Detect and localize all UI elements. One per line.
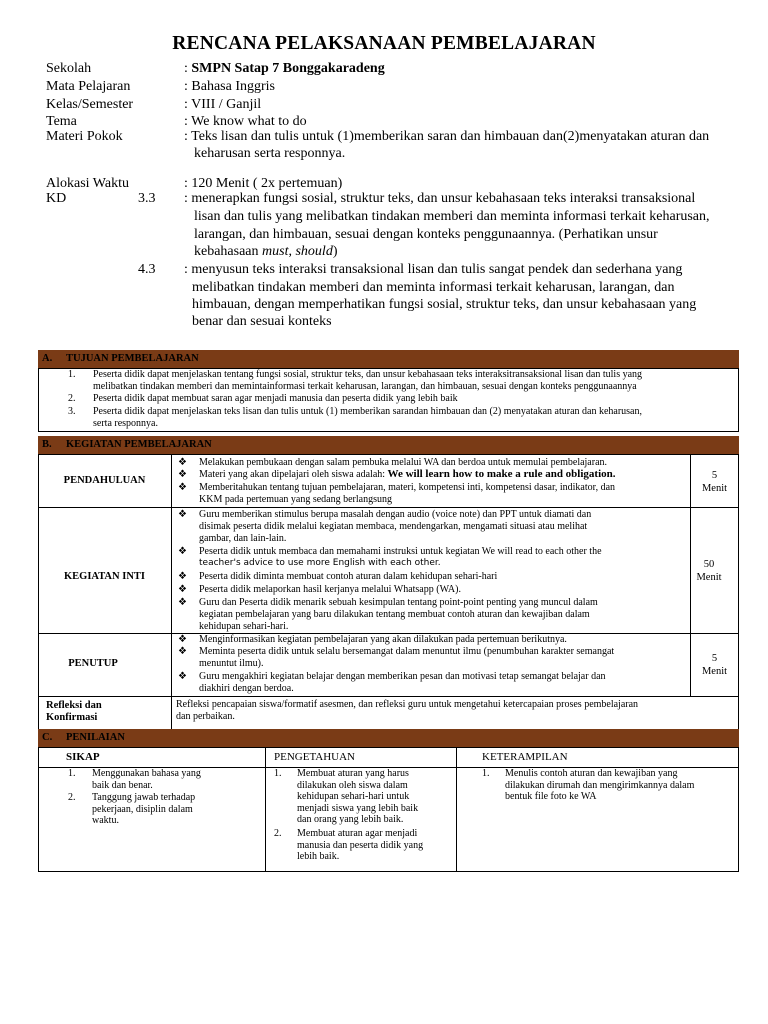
meta-alokasi-key: Alokasi Waktu (46, 176, 129, 191)
inti-b1-line-3: gambar, dan lain-lain. (199, 533, 287, 544)
penutup-duration-value: 5 (711, 653, 718, 664)
kd1-line-4 (194, 243, 338, 261)
meta-sekolah-value: SMPN Satap 7 Bonggakaradeng (191, 61, 385, 76)
pengetahuan-1-line-5: dan orang yang lebih baik. (297, 814, 404, 825)
inti-b4: Peserta didik melaporkan hasil kerjanya melalui Whatsapp (WA). (199, 584, 461, 595)
section-a-letter: A. (42, 353, 53, 364)
diamond-bullet-icon: ❖ (178, 634, 187, 645)
inti-duration-value: 50 (703, 559, 715, 570)
section-c-band (38, 729, 739, 747)
inti-b2-line-2: teacher's advice to use more English with each other. (199, 558, 441, 568)
penutup-label: PENUTUP (68, 658, 118, 669)
diamond-bullet-icon: ❖ (178, 469, 187, 480)
kd2-line-1: : menyusun teks interaksi transaksional lisan dan tulis sangat pendek dan sederhana yang (184, 262, 683, 277)
keterampilan-1-line-2: dilakukan dirumah dan mengirimkannya dalam (505, 779, 695, 791)
pengetahuan-1-line-1: Membuat aturan yang harus (297, 768, 409, 779)
section-b-band (38, 436, 739, 454)
pendahuluan-b1: Melakukan pembukaan dengan salam pembuka melalui WA dan berdoa untuk memulai pembelajaran. (199, 457, 608, 468)
pendahuluan-duration-unit: Menit (701, 483, 728, 494)
diamond-bullet-icon: ❖ (178, 584, 187, 595)
kd1-line-1: : menerapkan fungsi sosial, struktur teks, dan unsur kebahasaan teks interaksi transaksional (184, 191, 696, 206)
meta-materi-value-1: : Teks lisan dan tulis untuk (1)memberikan saran dan himbauan dan(2)menyatakan aturan dan (184, 129, 710, 144)
sikap-2-num: 2. (68, 792, 76, 803)
tujuan-3-num: 3. (68, 406, 76, 417)
inti-duration (690, 558, 728, 584)
sikap-1-line-2: baik dan benar. (92, 779, 153, 791)
kd2-line-4: benar dan sesuai konteks (192, 314, 332, 329)
penilaian-divider-2 (456, 747, 457, 872)
kd2-line-2: melibatkan tindakan memberi dan meminta informasi terkait keharusan, larangan, dan (192, 280, 675, 295)
inti-b5-line-2: kegiatan pembelajaran yang baru dilakukan tentang membuat contoh aturan dan kewajiban dalam (199, 609, 590, 620)
meta-kelas-value: : VIII / Ganjil (184, 97, 262, 112)
keterampilan-1-line-1: Menulis contoh aturan dan kewajiban yang (505, 768, 678, 779)
kd2-num: 4.3 (138, 262, 156, 277)
pengetahuan-2-line-3: lebih baik. (297, 851, 340, 862)
meta-materi-key: Materi Pokok (46, 129, 123, 144)
tujuan-1-num: 1. (68, 369, 76, 380)
penilaian-divider-1 (265, 747, 266, 872)
kd1-line-3: larangan, dan himbauan, sesuai dengan konteks penggunaannya. (Perhatikan unsur (194, 227, 658, 242)
penutup-b3-line-1: Guru mengakhiri kegiatan belajar dengan memberikan pesan dan motivasi tetap semangat belajar dan (199, 671, 606, 682)
meta-sekolah-prefix: : (184, 61, 192, 76)
refleksi-line-1: Refleksi pencapaian siswa/formatif asesmen, dan refleksi guru untuk mengetahui ketercapaian proses pembelajaran (176, 699, 639, 710)
pendahuluan-b2-pre: Materi yang akan dipelajari oleh siswa adalah: (199, 469, 388, 480)
col-pengetahuan-header: PENGETAHUAN (274, 751, 356, 763)
pengetahuan-2-num: 2. (274, 828, 282, 839)
kegiatan-divider-1 (171, 454, 172, 730)
meta-kelas-key: Kelas/Semester (46, 97, 134, 112)
pendahuluan-b2 (199, 469, 616, 481)
pengetahuan-1-line-3: kehidupan sehari-hari untuk (297, 791, 410, 802)
kegiatan-rowline-3 (38, 696, 739, 697)
col-keterampilan-header: KETERAMPILAN (482, 751, 568, 763)
kd1-sep: , (288, 244, 296, 259)
tujuan-3-line-1: Peserta didik dapat menjelaskan teks lisan dan tulis untuk (1) memberikan sarandan himbauan dan (2) menyatakan aturan dan keharusan, (93, 406, 642, 417)
section-c-title: PENILAIAN (66, 732, 125, 743)
page-title: RENCANA PELAKSANAAN PEMBELAJARAN (172, 33, 596, 54)
tujuan-2-line-1: Peserta didik dapat membuat saran agar menjadi manusia dan peserta didik yang lebih baik (93, 393, 458, 404)
tujuan-2-num: 2. (68, 393, 76, 404)
inti-b3: Peserta didik diminta membuat contoh aturan dalam kehidupan sehari-hari (199, 571, 498, 582)
penutup-b2-line-1: Meminta peserta didik untuk selalu bersemangat dalam menuntut ilmu (penumbuhan karakter semangat (199, 646, 615, 657)
sikap-2-line-2: pekerjaan, disiplin dalam (92, 803, 193, 815)
pendahuluan-b2-bold: We will learn how to make a rule and obligation. (387, 468, 616, 480)
sikap-2-line-1: Tanggung jawab terhadap (92, 792, 196, 803)
kegiatan-rowline-1 (38, 507, 739, 508)
diamond-bullet-icon: ❖ (178, 597, 187, 608)
diamond-bullet-icon: ❖ (178, 509, 187, 520)
refleksi-label (46, 700, 102, 723)
meta-mapel-key: Mata Pelajaran (46, 79, 131, 94)
penutup-b1: Menginformasikan kegiatan pembelajaran yang akan dilakukan pada pertemuan berikutnya. (199, 634, 567, 645)
penutup-duration (690, 652, 739, 678)
section-c-letter: C. (42, 732, 53, 743)
meta-sekolah-value-wrap (184, 60, 385, 78)
meta-tema-value: : We know what to do (184, 114, 307, 129)
refleksi-line-2: dan perbaikan. (176, 710, 235, 722)
meta-alokasi-value: : 120 Menit ( 2x pertemuan) (184, 176, 343, 191)
refleksi-text (176, 699, 638, 722)
pengetahuan-1-line-4: menjadi siswa yang lebih baik (297, 802, 419, 814)
pendahuluan-duration (690, 469, 739, 495)
inti-b2-line-1: Peserta didik untuk membaca dan memahami instruksi untuk kegiatan We will read to each other the (199, 546, 602, 557)
meta-tema-key: Tema (46, 114, 77, 129)
kd1-line-2: lisan dan tulis yang melibatkan tindakan memberi dan meminta informasi terkait keharusan, (194, 209, 710, 224)
diamond-bullet-icon: ❖ (178, 646, 187, 657)
meta-sekolah-key: Sekolah (46, 61, 92, 76)
section-b-letter: B. (42, 439, 52, 450)
pengetahuan-1-line-2: dilakukan oleh siswa dalam (297, 779, 408, 791)
pengetahuan-2-line-2: manusia dan peserta didik yang (297, 839, 424, 851)
diamond-bullet-icon: ❖ (178, 671, 187, 682)
keterampilan-1-num: 1. (482, 768, 490, 779)
inti-label: KEGIATAN INTI (63, 571, 145, 582)
inti-duration-unit: Menit (696, 572, 722, 583)
diamond-bullet-icon: ❖ (178, 457, 187, 468)
pendahuluan-b3-line-2: KKM pada pertemuan yang sedang berlangsung (199, 494, 392, 505)
kd1-last-pre: kebahasaan (194, 244, 263, 259)
penutup-b3-line-2: diakhiri dengan berdoa. (199, 683, 294, 694)
tujuan-1-line-1: Peserta didik dapat menjelaskan tentang fungsi sosial, struktur teks, dan unsur kebahasaan teks interaksitransaksional lisan dan tulis yang (93, 369, 643, 380)
diamond-bullet-icon: ❖ (178, 482, 187, 493)
meta-materi-value-2: keharusan serta responnya. (194, 146, 346, 161)
pengetahuan-2-line-1: Membuat aturan agar menjadi (297, 828, 418, 839)
pendahuluan-b3-line-1: Memberitahukan tentang tujuan pembelajaran, materi, kompetensi inti, kompetensi dasar, indikator, dan (199, 482, 616, 493)
tujuan-1-line-2: melibatkan tindakan memberi dan memintainformasi terkait keharusan, larangan, dan himbauan, sesuai dengan konteks penggunaannya (93, 380, 637, 392)
inti-b1-line-1: Guru memberikan stimulus berupa masalah dengan audio (voice note) dan PPT untuk diamati dan (199, 509, 592, 520)
sikap-1-line-1: Menggunakan bahasa yang (92, 768, 201, 779)
pengetahuan-1-num: 1. (274, 768, 282, 779)
penutup-b2-line-2: menuntut ilmu). (199, 658, 264, 669)
kd1-should: should (295, 244, 333, 259)
penutup-duration-unit: Menit (701, 666, 728, 677)
inti-b5-line-3: kehidupan sehari-hari. (199, 621, 289, 632)
diamond-bullet-icon: ❖ (178, 571, 187, 582)
pendahuluan-duration-value: 5 (711, 470, 718, 481)
section-b-title: KEGIATAN PEMBELAJARAN (66, 439, 212, 450)
refleksi-label-1: Refleksi dan (46, 700, 102, 711)
kd1-num: 3.3 (138, 191, 156, 206)
inti-b5-line-1: Guru dan Peserta didik menarik sebuah kesimpulan tentang point-point penting yang muncul dalam (199, 597, 598, 608)
inti-b1-line-2: disimak peserta didik melalui kegiatan membaca, mendengarkan, mengamati situasi atau melihat (199, 521, 588, 532)
section-a-title: TUJUAN PEMBELAJARAN (66, 353, 199, 364)
sikap-2-line-3: waktu. (92, 815, 119, 826)
keterampilan-1-line-3: bentuk file foto ke WA (505, 791, 597, 802)
kd1-must: must (262, 244, 289, 259)
kd2-line-3: himbauan, dengan memperhatikan fungsi sosial, struktur teks, dan unsur kebahasaan yang (192, 297, 697, 312)
tujuan-3-line-2: serta responnya. (93, 417, 158, 429)
kd-key: KD (46, 191, 67, 206)
pendahuluan-label: PENDAHULUAN (63, 475, 146, 486)
kd1-post: ) (332, 244, 338, 259)
section-a-band (38, 350, 739, 368)
refleksi-label-2: Konfirmasi (46, 711, 98, 723)
col-sikap-header: SIKAP (66, 751, 100, 763)
sikap-1-num: 1. (68, 768, 76, 779)
diamond-bullet-icon: ❖ (178, 546, 187, 557)
meta-mapel-value: : Bahasa Inggris (184, 79, 275, 94)
